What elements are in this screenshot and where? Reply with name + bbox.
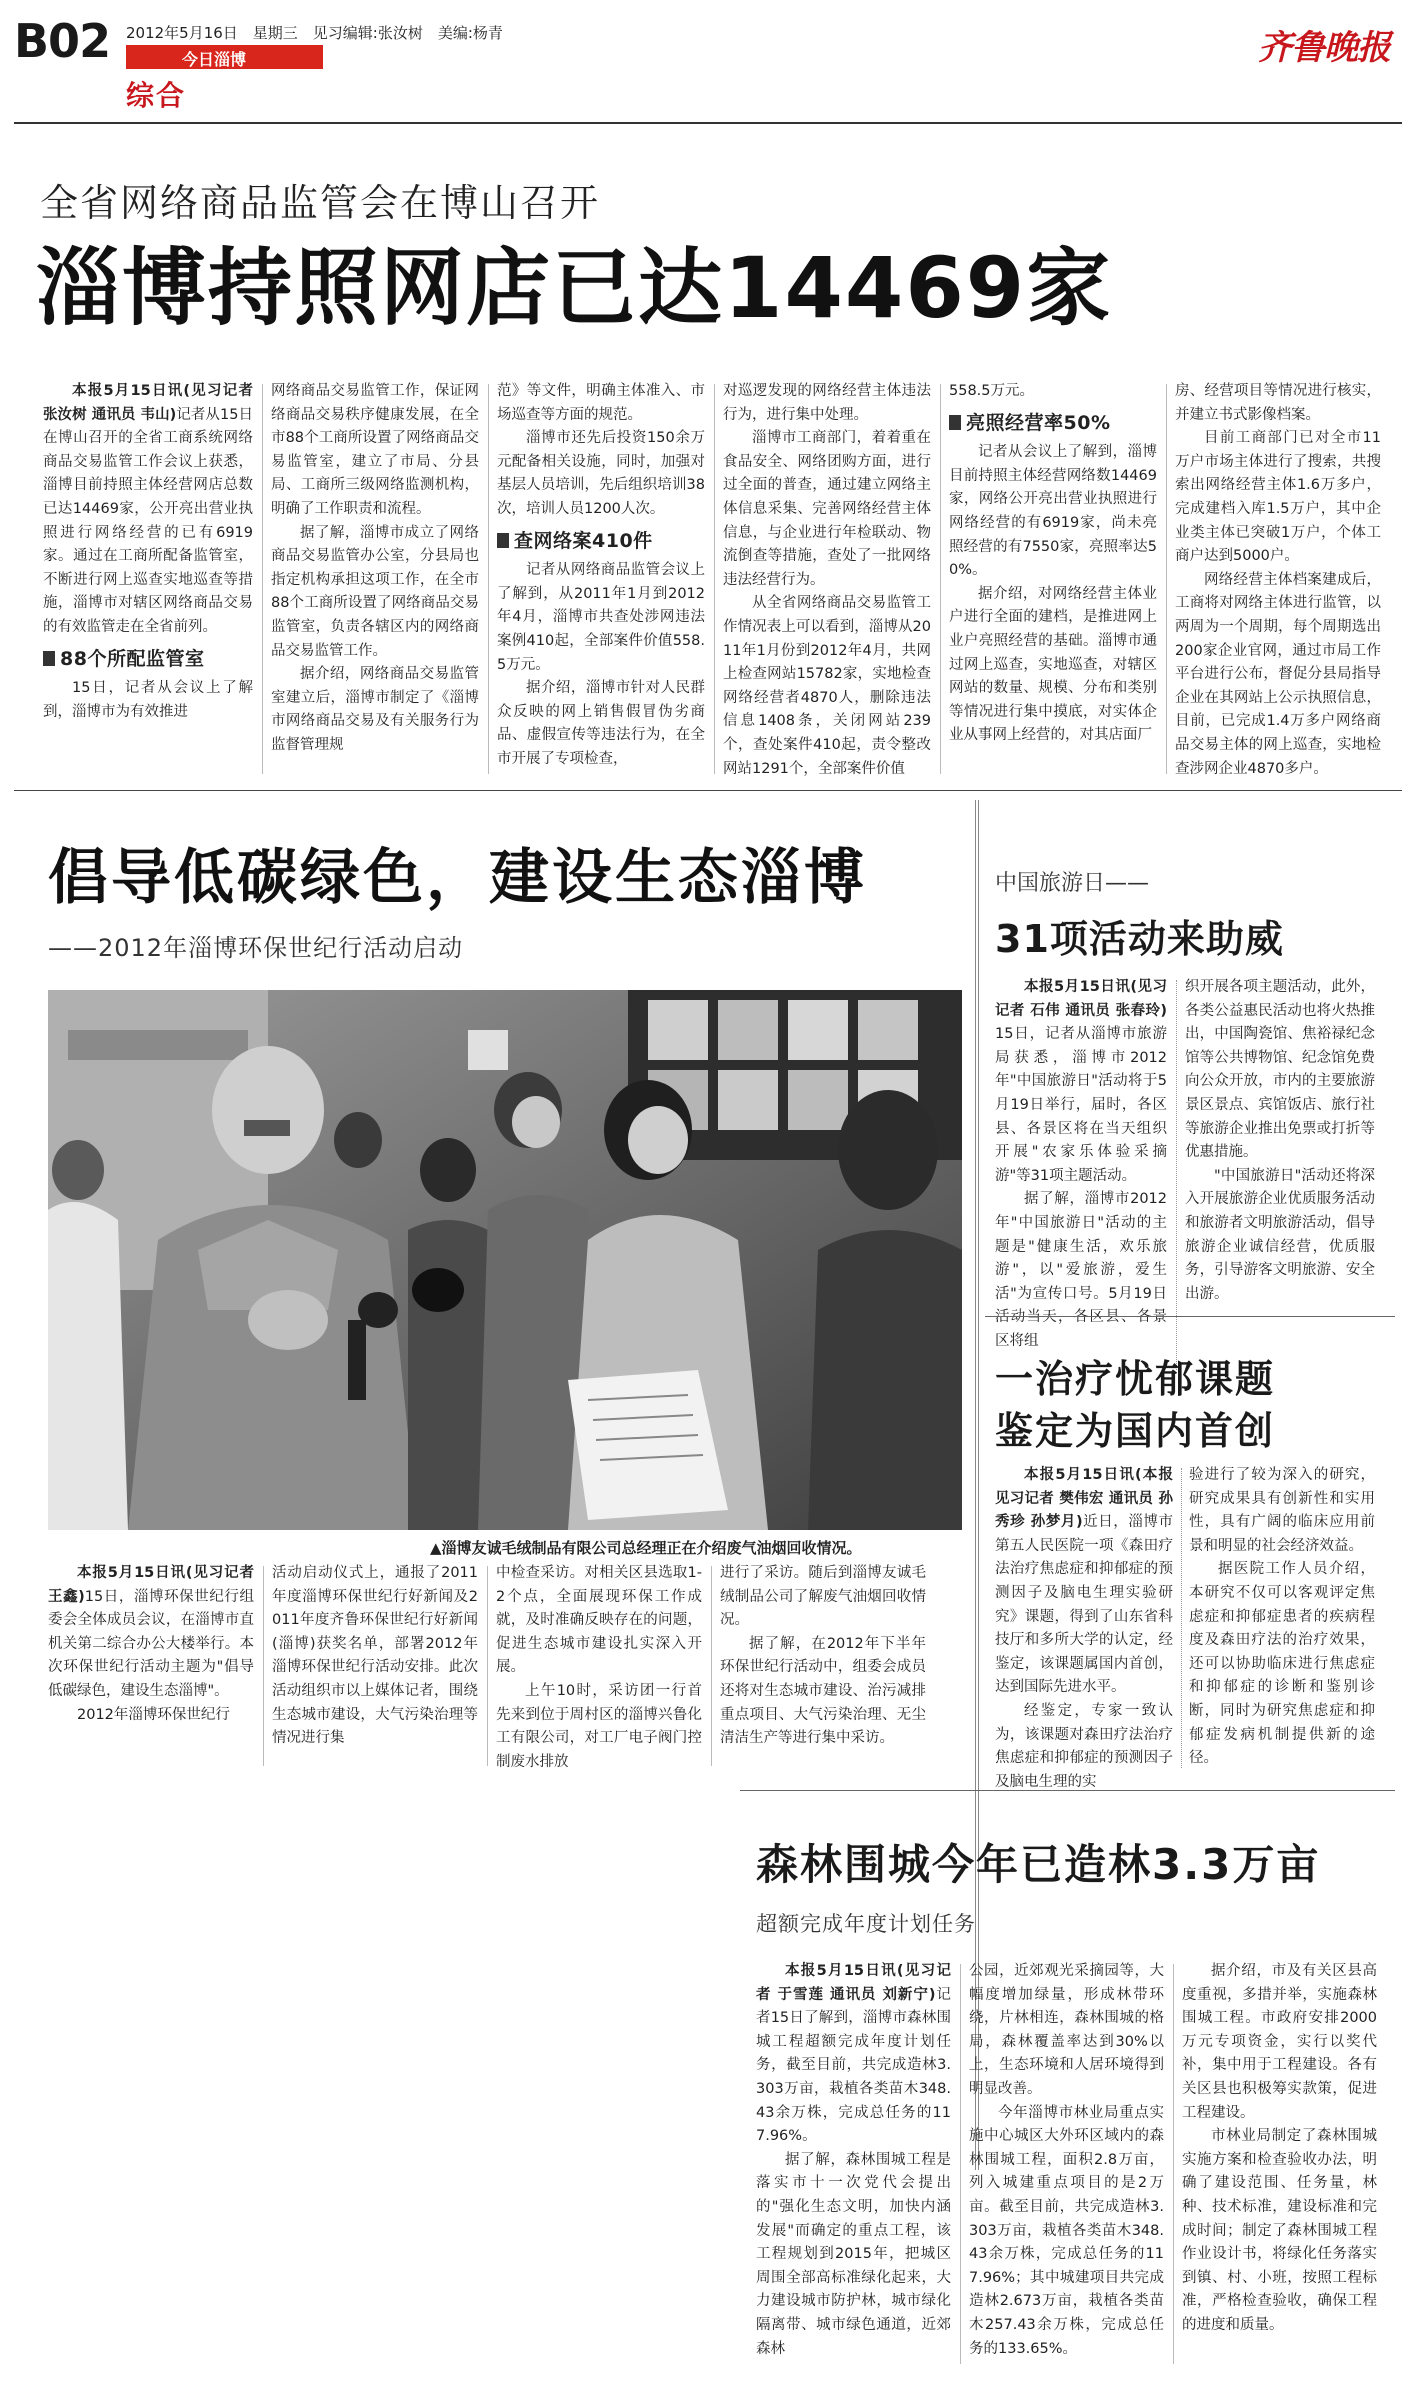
byline: 本报5月15日讯(见习记者 张汝树 通讯员 韦山)	[43, 383, 253, 423]
article-2-col-3	[496, 1562, 702, 1782]
paragraph: 网络经营主体档案建成后，工商将对网络主体进行监管，以两周为一个周期，每个周期选出200家企业官网，通过市局工作平台进行公布，督促分县局指导企业在其网站上公示执照信息，目前，已完成1.4万多户网络商品交易主体的网上巡查，实地检查涉网企业4870多户。	[1175, 571, 1381, 777]
paragraph: "中国旅游日"活动还将深入开展旅游企业优质服务活动和旅游者文明旅游活动，倡导旅游企业诚信经营，优质服务，引导游客文明旅游、安全出游。	[1185, 1167, 1375, 1302]
subheading: 88个所配监管室	[43, 648, 253, 672]
column-tag: 今日淄博	[126, 45, 323, 69]
article-4-col-2	[1189, 1464, 1375, 1774]
article-5-col-1	[756, 1960, 951, 2370]
article-1-col-3	[497, 380, 705, 780]
masthead	[0, 0, 1417, 130]
paragraph: 范》等文件，明确主体准入、市场巡查等方面的规范。	[497, 383, 705, 423]
article-3-kicker: 中国旅游日——	[995, 871, 1150, 896]
article-2-headline: 倡导低碳绿色，建设生态淄博	[48, 843, 867, 913]
article-1-kicker: 全省网络商品监管会在博山召开	[40, 181, 601, 225]
paragraph: 房、经营项目等情况进行核实，并建立书式影像档案。	[1175, 383, 1381, 423]
paragraph: 15日，记者从会议上了解到，淄博市为有效推进	[43, 680, 253, 720]
article-5-col-2	[969, 1960, 1164, 2370]
article-1-headline: 淄博持照网店已达14469家	[36, 239, 1113, 337]
paragraph: 2012年淄博环保世纪行	[77, 1706, 230, 1723]
paragraph: 据介绍，市及有关区县高度重视，多措并举，实施森林围城工程。市政府安排2000万元专项资金，实行以奖代补，集中用于工程建设。各有关区县也积极筹实款策，促进工程建设。	[1182, 1963, 1377, 2121]
byline: 本报5月15日讯(本报见习记者 樊伟宏 通讯员 孙秀珍 孙梦月)	[995, 1467, 1173, 1531]
paragraph: 据了解，淄博市2012年"中国旅游日"活动的主题是"健康生活，欢乐旅游"，以"爱旅游，爱生活"为宣传口号。5月19日活动当天，各区县、各景区将组	[995, 1191, 1167, 1349]
article-2-photo	[48, 990, 962, 1530]
paragraph: 15日，淄博环保世纪行组委会全体成员会议，在淄博市直机关第二综合办公大楼举行。本次环保世纪行活动主题为"倡导低碳绿色，建设生态淄博"。	[48, 1588, 254, 1699]
article-4-col-1	[995, 1464, 1173, 1790]
column-rule	[488, 384, 489, 774]
paragraph: 记者15日了解到，淄博市森林围城工程超额完成年度计划任务，截至目前，共完成造林3.303万亩，栽植各类苗木348.43余万株，完成总任务的117.96%。	[756, 1986, 951, 2145]
column-rule	[1176, 980, 1177, 1370]
paragraph: 经鉴定，专家一致认为，该课题对森田疗法治疗焦虑症和抑郁症的预测因子及脑电生理的实	[995, 1702, 1173, 1790]
paragraph: 据介绍，网络商品交易监管室建立后，淄博市制定了《淄博市网络商品交易及有关服务行为监督管理规	[271, 666, 479, 753]
photo-caption: ▲淄博友诚毛绒制品有限公司总经理正在介绍废气油烟回收情况。	[430, 1539, 862, 1557]
paragraph: 中检查采访。对相关区县选取1-2个点，全面展现环保工作成就，及时准确反映存在的问题，促进生态城市建设扎实深入开展。	[496, 1565, 702, 1676]
paragraph: 记者从网络商品监管会议上了解到，从2011年1月到2012年4月，淄博市共查处涉网违法案例410起，全部案件价值558.5万元。	[497, 562, 705, 673]
paragraph: 淄博市工商部门，着着重在食品安全、网络团购方面，进行过全面的普查，通过建立网络主体信息采集、完善网络经营主体信息，与企业进行年检联动、物流倒查等措施，查处了一批网络违法经营行为。	[723, 430, 931, 588]
paragraph: 据介绍，淄博市针对人民群众反映的网上销售假冒伪劣商品、虚假宣传等违法行为，在全市开展了专项检查，	[497, 680, 705, 767]
section-name: 综合	[126, 79, 187, 112]
masthead-rule	[14, 122, 1402, 124]
paragraph: 记者从会议上了解到，淄博目前持照主体经营网络数14469家，网络公开亮出营业执照进行网络经营的有6919家，尚未亮照经营的有7550家，亮照率达50%。	[949, 444, 1157, 579]
article-3-headline: 31项活动来助威	[995, 917, 1284, 961]
paragraph: 15日，记者从淄博市旅游局获悉，淄博市2012年"中国旅游日"活动将于5月19日举行，届时，各区县、各景区将在当天组织开展"农家乐体验采摘游"等31项主题活动。	[995, 1026, 1167, 1184]
column-rule	[1181, 1468, 1182, 1768]
square-bullet-icon	[949, 415, 961, 430]
paragraph: 据医院工作人员介绍，本研究不仅可以客观评定焦虑症和抑郁症患者的疾病程度及森田疗法的治疗效果，还可以协助临床进行焦虑症和抑郁症的诊断和鉴别诊断，同时为研究焦虑症和抑郁症发病机制提供新的途径。	[1189, 1561, 1375, 1767]
column-rule	[1173, 1964, 1174, 2364]
column-rule	[263, 1566, 264, 1766]
paragraph: 记者从15日在博山召开的全省工商系统网络商品交易监管工作会议上获悉，淄博目前持照主体经营网店总数已达14469家，公开亮出营业执照进行网络经营的已有6919家。通过在工商所配备监管室，不断进行网上巡查实地巡查等措施，淄博市对辖区网络商品交易的有效监管走在全省前列。	[43, 406, 253, 635]
subheading: 亮照经营率50%	[949, 412, 1157, 436]
byline: 本报5月15日讯(见习记者 石伟 通讯员 张春玲)	[995, 979, 1167, 1019]
square-bullet-icon	[43, 651, 55, 666]
column-rule	[711, 1566, 712, 1766]
press-photo-image	[48, 990, 962, 1530]
paragraph: 558.5万元。	[949, 383, 1035, 399]
article-1-col-4	[723, 380, 931, 780]
section-rule	[14, 790, 1402, 791]
byline: 本报5月15日讯(见习记者 王鑫)	[48, 1565, 254, 1605]
column-rule	[262, 384, 263, 774]
paragraph: 活动启动仪式上，通报了2011年度淄博环保世纪行好新闻及2011年度齐鲁环保世纪行好新闻(淄博)获奖名单，部署2012年淄博环保世纪行活动安排。此次活动组织市以上媒体记者，围绕生态城市建设，大气污染治理等情况进行集	[272, 1565, 478, 1747]
paragraph: 据了解，在2012年下半年环保世纪行活动中，组委会成员还将对生态城市建设、治污减排重点项目、大气污染治理、无尘清洁生产等进行集中采访。	[720, 1635, 926, 1747]
article-5-subhead: 超额完成年度计划任务	[756, 1912, 976, 1936]
paragraph: 市林业局制定了森林围城实施方案和检查验收办法，明确了建设范围、任务量，林种、技术标准，建设标准和完成时间；制定了森林围城工程作业设计书，将绿化任务落实到镇、村、小班，按照工程标准，严格检查验收，确保工程的进度和质量。	[1182, 2128, 1377, 2333]
paragraph: 织开展各项主题活动，此外，各类公益惠民活动也将火热推出，中国陶瓷馆、焦裕禄纪念馆等公共博物馆、纪念馆免费向公众开放，市内的主要旅游景区景点、宾馆饭店、旅行社等旅游企业推出免票或打折等优惠措施。	[1185, 979, 1375, 1161]
column-rule	[714, 384, 715, 774]
paragraph: 淄博市还先后投资150余万元配备相关设施，同时，加强对基层人员培训，先后组织培训38次，培训人员1200人次。	[497, 430, 705, 517]
paragraph: 据介绍，对网络经营主体业户进行全面的建档，是推进网上业户亮照经营的基础。淄博市通过网上巡查，实地巡查，对辖区网站的数量、规模、分布和类别等情况进行集中摸底，对实体企业从事网上经营的，对其店面厂	[949, 585, 1157, 744]
paragraph: 验进行了较为深入的研究，研究成果具有创新性和实用性，具有广阔的临床应用前景和明显的社会经济效益。	[1189, 1467, 1375, 1554]
paragraph: 今年淄博市林业局重点实施中心城区大外环区域内的森林围城工程，面积2.8万亩，列入城建重点项目的是2万亩。截至目前，共完成造林3.303万亩，栽植各类苗木348.43余万株，完成总任务的117.96%；其中城建项目共完成造林2.673万亩，栽植各类苗木257.43余万株，完成总任务的133.65%。	[969, 2104, 1164, 2357]
paragraph: 对巡逻发现的网络经营主体违法行为，进行集中处理。	[723, 383, 931, 423]
article-2-col-1	[48, 1562, 254, 1782]
article-4-headline-line-2: 鉴定为国内首创	[995, 1409, 1276, 1453]
paragraph: 据了解，淄博市成立了网络商品交易监管办公室，分县局也指定机构承担这项工作，在全市88个工商所设置了网络商品交易监管室，负责各辖区内的网络商品交易监管工作。	[271, 524, 479, 659]
article-1-col-6	[1175, 380, 1381, 780]
section-rule	[740, 1790, 1395, 1791]
column-rule	[960, 1964, 961, 2364]
article-2-col-2	[272, 1562, 478, 1782]
paragraph: 近日，淄博市第五人民医院一项《森田疗法治疗焦虑症和抑郁症的预测因子及脑电生理实验研究》课题，得到了山东省科技厅和多所大学的认定，经鉴定，该课题属国内首创，达到国际先进水平。	[995, 1514, 1173, 1696]
paragraph: 据了解，森林围城工程是落实市十一次党代会提出的"强化生态文明，加快内涵发展"而确定的重点工程，该工程规划到2015年，把城区周围全部高标准绿化起来，大力建设城市防护林，城市绿化隔离带、城市绿色通道，近郊森林	[756, 2151, 951, 2357]
article-1-col-5	[949, 380, 1157, 780]
column-rule	[940, 384, 941, 774]
subheading: 查网络案410件	[497, 530, 705, 554]
paragraph: 从全省网络商品交易监管工作情况表上可以看到，淄博从2011年1月份到2012年4月，共网上检查网站15782家，实地检查网络经营者4870人，删除违法信息1408条，关闭网站239个，查处案件410起，责令整改网站1291个，全部案件价值	[723, 595, 931, 777]
paragraph: 公园，近郊观光采摘园等，大幅度增加绿量，形成林带环绕，片林相连，森林围城的格局，森林覆盖率达到30%以上，生态环境和人居环境得到明显改善。	[969, 1963, 1164, 2097]
article-2-col-4	[720, 1562, 926, 1782]
paragraph: 进行了采访。随后到淄博友诚毛绒制品公司了解废气油烟回收情况。	[720, 1565, 926, 1629]
article-5-col-3	[1182, 1960, 1377, 2370]
page-code: B02	[14, 14, 111, 68]
paper-logo: 齐鲁晚报	[1258, 28, 1390, 68]
section-rule	[985, 1316, 1395, 1317]
article-1-col-1	[43, 380, 253, 780]
paragraph: 目前工商部门已对全市11万户市场主体进行了搜索，共搜索出网络经营主体1.6万多户，完成建档入库1.5万户，其中企业类主体已突破1万户，个体工商户达到5000户。	[1175, 430, 1381, 565]
article-4-headline-line-1: 一治疗忧郁课题	[995, 1357, 1276, 1401]
column-rule	[1166, 384, 1167, 774]
paragraph: 上午10时，采访团一行首先来到位于周村区的淄博兴鲁化工有限公司，对工厂电子阀门控制废水排放	[496, 1682, 702, 1770]
byline: 本报5月15日讯(见习记者 于雪莲 通讯员 刘新宁)	[756, 1963, 951, 2003]
date-line: 2012年5月16日 星期三 见习编辑:张汝树 美编:杨青	[126, 24, 503, 42]
article-2-subhead: ——2012年淄博环保世纪行活动启动	[48, 934, 464, 962]
article-1-col-2	[271, 380, 479, 780]
column-rule	[487, 1566, 488, 1766]
paragraph: 网络商品交易监管工作，保证网络商品交易秩序健康发展，在全市88个工商所设置了网络商品交易监管室，建立了市局、分县局、工商所三级网络监测机构，明确了工作职责和流程。	[271, 383, 479, 517]
square-bullet-icon	[497, 533, 509, 548]
article-5-headline: 森林围城今年已造林3.3万亩	[756, 1840, 1321, 1889]
